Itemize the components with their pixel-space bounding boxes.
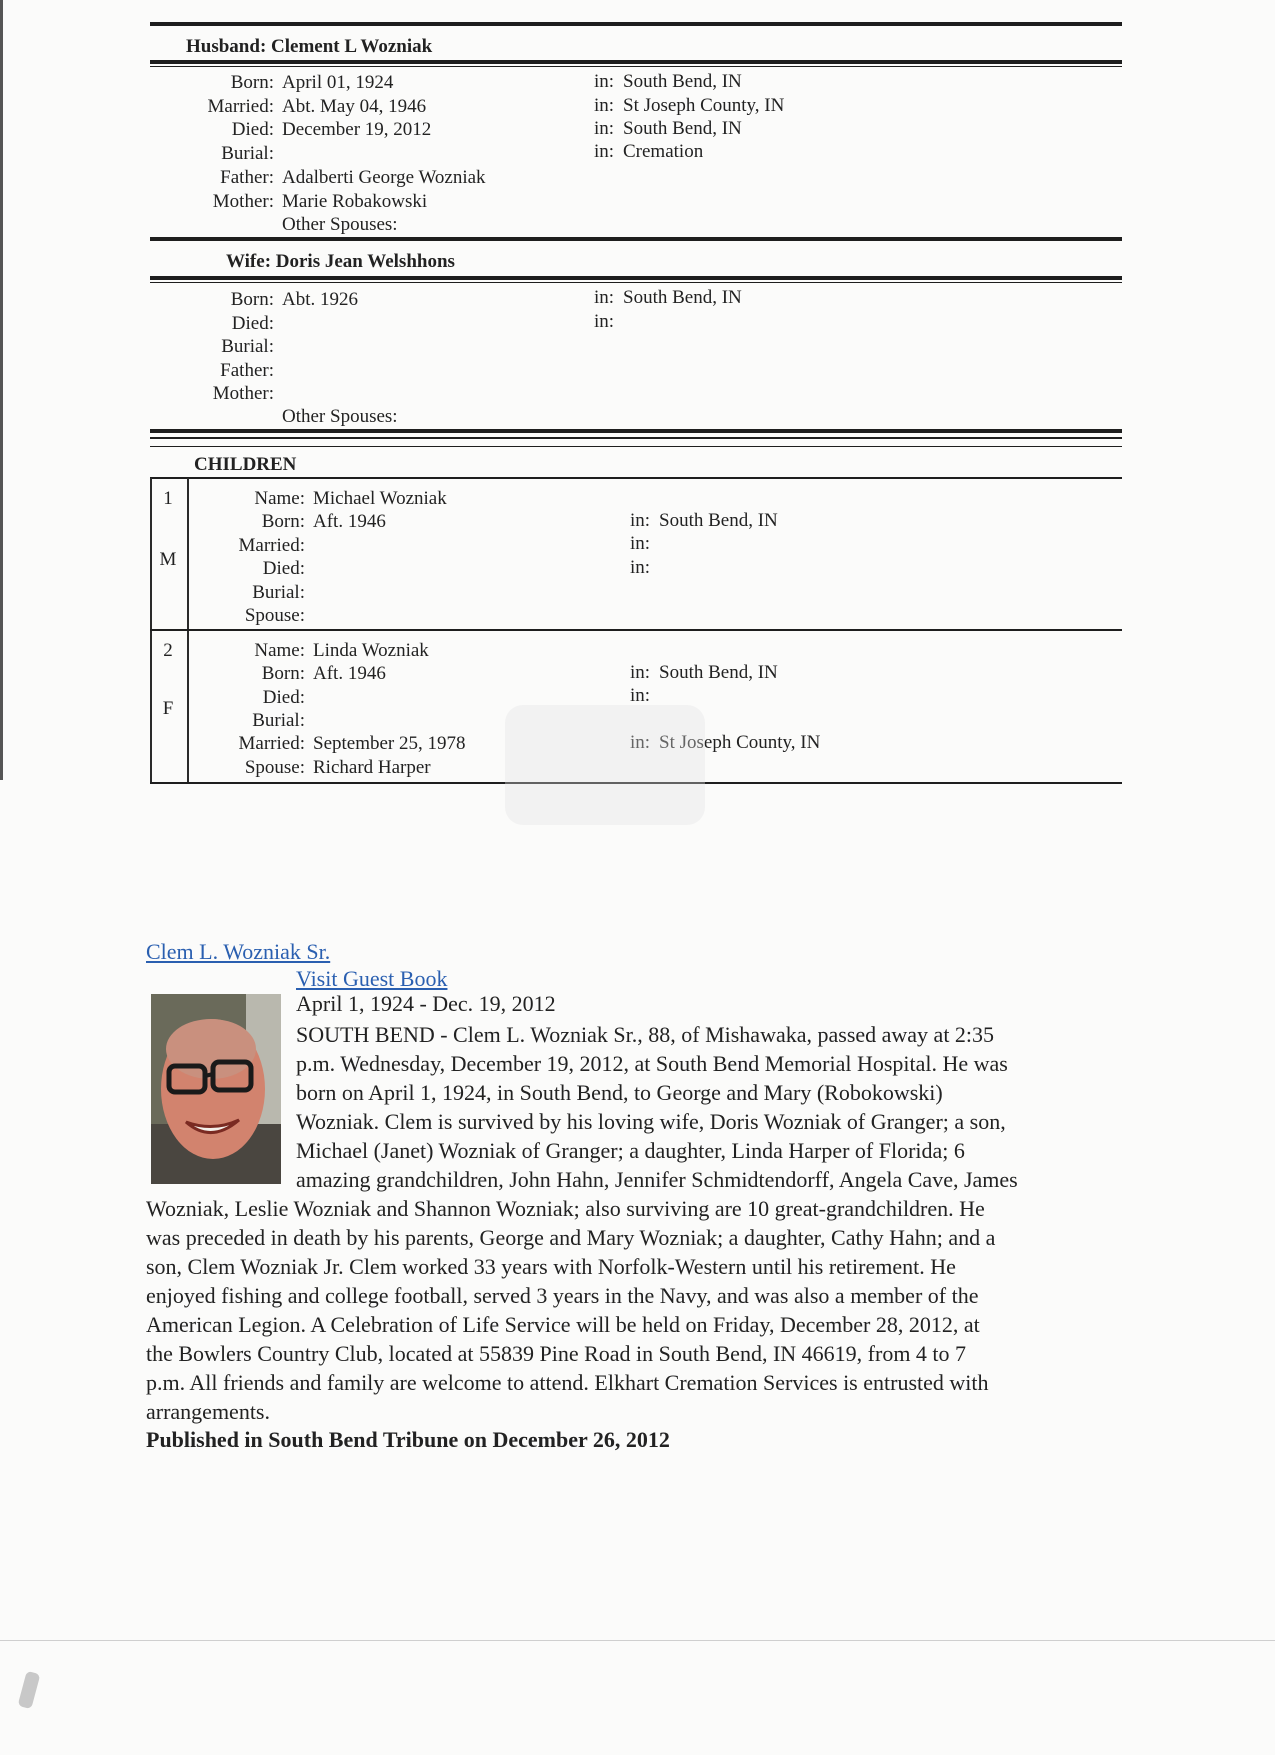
child-2-married-place: St Joseph County, IN [659, 732, 821, 753]
scan-fold-line [0, 1640, 1275, 1641]
top-rule [150, 22, 1122, 26]
husband-born-place: South Bend, IN [623, 71, 742, 92]
obituary-line: p.m. All friends and family are welcome to attend. Elkhart Cremation Services is entrusted with [146, 1370, 989, 1395]
child-1-name-value: Michael Wozniak [313, 488, 447, 509]
wife-rule [150, 276, 1122, 280]
child-2-married-label: Married: [238, 733, 305, 754]
scan-left-edge [0, 0, 3, 780]
child-1-born-in: in: [630, 510, 651, 531]
wife-top-rule [150, 237, 1122, 241]
husband-burial-place: Cremation [623, 141, 704, 162]
obituary-line: Wozniak, Leslie Wozniak and Shannon Wozniak; also surviving are 10 great-grandchildren. He [146, 1196, 985, 1221]
child-1-burial-label: Burial: [252, 582, 305, 603]
husband-name: Clement L Wozniak [271, 36, 433, 57]
obituary-line: p.m. Wednesday, December 19, 2012, at South Bend Memorial Hospital. He was [296, 1051, 1008, 1076]
husband-burial-in: in: [594, 141, 615, 162]
obituary-full-text [146, 1194, 995, 1426]
wife-burial-label: Burial: [221, 336, 274, 357]
child-1-sex: M [159, 549, 177, 570]
wife-father-label: Father: [220, 360, 274, 381]
scan-mark [18, 1671, 41, 1709]
child-2-born-in: in: [630, 662, 651, 683]
obituary-line: American Legion. A Celebration of Life Service will be held on Friday, December 28, 2012, at [146, 1312, 980, 1337]
obituary-line: Wozniak. Clem is survived by his loving wife, Doris Wozniak of Granger; a son, [296, 1109, 1006, 1134]
husband-born-value: April 01, 1924 [282, 72, 394, 93]
obituary-line: arrangements. [146, 1399, 270, 1424]
husband-married-place: St Joseph County, IN [623, 95, 785, 116]
obituary-line: Michael (Janet) Wozniak of Granger; a daughter, Linda Harper of Florida; 6 [296, 1138, 965, 1163]
wife-other-spouses: Other Spouses: [282, 406, 398, 427]
portrait-image [151, 994, 281, 1184]
husband-label: Husband: [186, 36, 267, 57]
wife-header [226, 251, 455, 273]
husband-married-in: in: [594, 95, 615, 116]
husband-header [186, 36, 432, 58]
husband-mother-value: Marie Robakowski [282, 191, 428, 212]
child-2-name-label: Name: [254, 640, 305, 661]
child-2-born-place: South Bend, IN [659, 662, 778, 683]
children-header-rule [150, 477, 1122, 479]
child-2-born-label: Born: [261, 663, 305, 684]
children-top-rule-3 [150, 446, 1122, 447]
wife-born-place: South Bend, IN [623, 287, 742, 308]
child-2-sex: F [162, 698, 174, 719]
child-2-spouse-value: Richard Harper [313, 757, 431, 778]
wife-born-label: Born: [230, 289, 274, 310]
scan-smudge [505, 705, 705, 825]
husband-died-value: December 19, 2012 [282, 119, 432, 140]
child-2-spouse-label: Spouse: [244, 757, 305, 778]
child-1-born-place: South Bend, IN [659, 510, 778, 531]
child-1-died-label: Died: [262, 558, 305, 579]
wife-died-in: in: [594, 311, 615, 332]
child-2-married-value: September 25, 1978 [313, 733, 466, 754]
child-2-burial-label: Burial: [252, 710, 305, 731]
guest-book-link[interactable]: Visit Guest Book [296, 966, 448, 991]
husband-burial-label: Burial: [221, 143, 274, 164]
child-1-spouse-label: Spouse: [244, 605, 305, 626]
obituary-line: amazing grandchildren, John Hahn, Jennifer Schmidtendorff, Angela Cave, James [296, 1167, 1018, 1192]
child-2-married-in: in: [630, 732, 651, 753]
husband-married-label: Married: [207, 96, 274, 117]
husband-born-in: in: [594, 71, 615, 92]
obituary-title-link[interactable]: Clem L. Wozniak Sr. [146, 939, 331, 964]
husband-died-place: South Bend, IN [623, 118, 742, 139]
wife-born-in: in: [594, 287, 615, 308]
obituary-indented-text [296, 1020, 1018, 1194]
child-1-name-label: Name: [254, 488, 305, 509]
wife-rule-thin [150, 282, 1122, 283]
obituary-line: enjoyed fishing and college football, served 3 years in the Navy, and was also a member of the [146, 1283, 979, 1308]
wife-label: Wife: [226, 251, 272, 272]
child-2-name-value: Linda Wozniak [313, 640, 429, 661]
child-2-died-label: Died: [262, 687, 305, 708]
children-header: CHILDREN [194, 454, 297, 475]
child-2-born-value: Aft. 1946 [313, 663, 386, 684]
child-1-married-in: in: [630, 533, 651, 554]
husband-rule [150, 60, 1122, 64]
obituary-photo [151, 994, 281, 1184]
publication-note: Published in South Bend Tribune on December 26, 2012 [146, 1427, 670, 1452]
husband-mother-label: Mother: [212, 191, 274, 212]
child-1-died-in: in: [630, 557, 651, 578]
child-2-number: 2 [163, 640, 173, 661]
wife-name: Doris Jean Welshhons [275, 251, 455, 272]
husband-died-label: Died: [231, 119, 274, 140]
wife-died-label: Died: [231, 313, 274, 334]
husband-born-label: Born: [230, 72, 274, 93]
obituary-line: son, Clem Wozniak Jr. Clem worked 33 years with Norfolk-Western until his retirement. He [146, 1254, 956, 1279]
obituary-dates: April 1, 1924 - Dec. 19, 2012 [296, 991, 556, 1016]
child-1-number: 1 [163, 488, 173, 509]
child-1-born-label: Born: [261, 511, 305, 532]
husband-died-in: in: [594, 118, 615, 139]
wife-born-value: Abt. 1926 [282, 289, 358, 310]
child-1-married-label: Married: [238, 535, 305, 556]
obituary-line: the Bowlers Country Club, located at 55839 Pine Road in South Bend, IN 46619, from 4 to 7 [146, 1341, 967, 1366]
husband-rule-thin [150, 66, 1122, 67]
husband-father-value: Adalberti George Wozniak [282, 167, 486, 188]
obituary-line: born on April 1, 1924, in South Bend, to George and Mary (Robokowski) [296, 1080, 943, 1105]
wife-mother-label: Mother: [212, 383, 274, 404]
child-divider [150, 629, 1122, 631]
husband-other-spouses: Other Spouses: [282, 214, 398, 235]
husband-married-value: Abt. May 04, 1946 [282, 96, 427, 117]
obituary-line: SOUTH BEND - Clem L. Wozniak Sr., 88, of Mishawaka, passed away at 2:35 [296, 1022, 995, 1047]
children-top-rule [150, 429, 1122, 433]
husband-father-label: Father: [220, 167, 274, 188]
children-top-rule-2 [150, 437, 1122, 439]
child-2-died-in: in: [630, 685, 651, 706]
obituary-line: was preceded in death by his parents, George and Mary Wozniak; a daughter, Cathy Hahn; and a [146, 1225, 996, 1250]
child-1-born-value: Aft. 1946 [313, 511, 386, 532]
